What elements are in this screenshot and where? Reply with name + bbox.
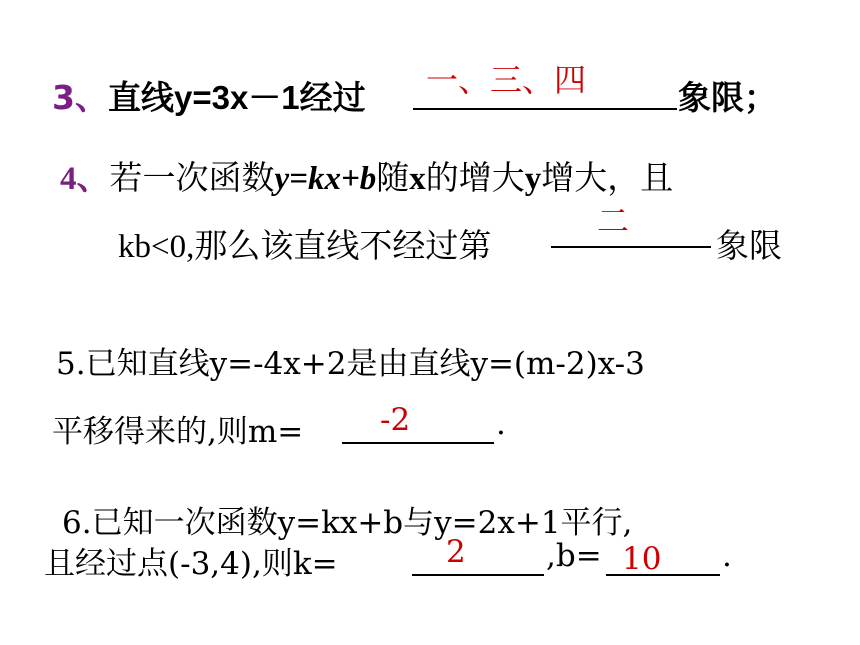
problem-4-text-2: 随 xyxy=(376,161,410,197)
problem-4-text-1: 若一次函数 xyxy=(109,161,275,197)
problem-5-line-2-pre: 平移得来的,则m= xyxy=(52,414,304,450)
problem-3-text-post: 经过 xyxy=(299,78,366,117)
problem-3-answer: 一、三、四 xyxy=(426,61,587,99)
problem-3-text-pre: 直线 xyxy=(107,78,174,117)
problem-6-line-2-suffix: . xyxy=(722,538,732,574)
problem-6-line-1: 6.已知一次函数y=kx+b与y=2x+1平行, xyxy=(62,505,633,541)
problem-4-equation: y=kx+b xyxy=(274,161,377,197)
problem-4-line-2-pre: kb<0,那么该直线不经过第 xyxy=(118,229,492,265)
problem-4-var-x: x xyxy=(409,161,426,197)
problem-3-suffix: 象限； xyxy=(678,78,777,117)
problem-4-text-3: 的增大 xyxy=(425,161,525,197)
problem-4-line-2-suffix: 象限 xyxy=(716,229,782,265)
problem-5-line-2-suffix: . xyxy=(496,406,506,442)
problem-5-answer: -2 xyxy=(380,402,411,438)
problem-3-line xyxy=(52,72,366,119)
problem-6-k-blank xyxy=(412,574,544,576)
problem-3-number: 3 xyxy=(52,78,75,117)
problem-4-var-y: y xyxy=(524,161,542,197)
problem-4-text-4: 增大，且 xyxy=(541,161,674,197)
problem-4-number: 4 xyxy=(60,161,77,197)
problem-3-separator: 、 xyxy=(74,78,108,117)
problem-3-answer-blank xyxy=(413,108,677,110)
problem-6-b-answer: 10 xyxy=(622,541,662,577)
problem-4-line-2 xyxy=(118,220,491,267)
problem-4-line-1 xyxy=(60,152,673,199)
problem-4-answer-blank xyxy=(551,246,711,248)
problem-4-answer: 二 xyxy=(597,202,630,240)
problem-3-equation: y=3x－1 xyxy=(173,79,300,116)
problem-6-line-2-pre: 且经过点(-3,4),则k= xyxy=(44,546,338,582)
problem-5-answer-blank xyxy=(342,442,494,444)
problem-4-separator: 、 xyxy=(76,161,110,197)
problem-6-k-answer: 2 xyxy=(446,534,466,570)
problem-6-line-2-mid: ,b= xyxy=(546,538,602,574)
problem-5-line-1: 5.已知直线y=-4x+2是由直线y=(m-2)x-3 xyxy=(56,346,645,382)
